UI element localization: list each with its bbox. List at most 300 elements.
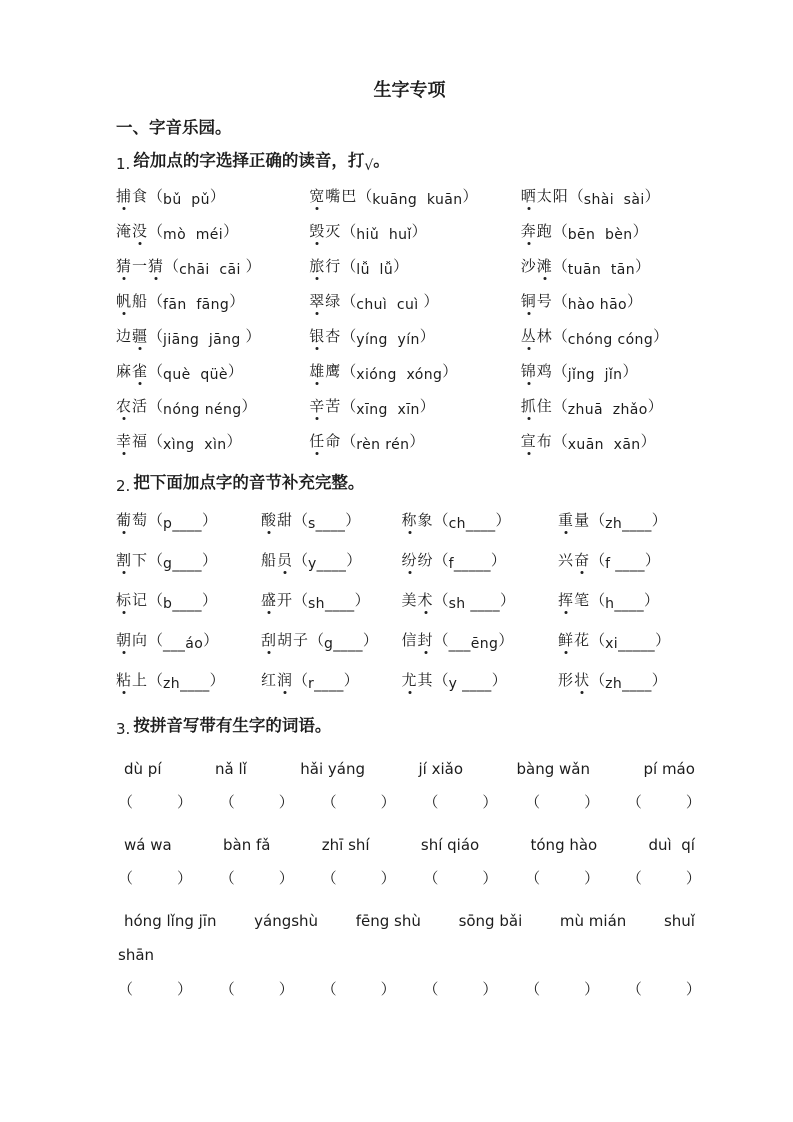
paren-open: （ [590,593,606,609]
paren-close: ） [354,593,370,609]
word-char: 状 [574,669,590,690]
word-item [521,220,703,241]
word-chinese [116,673,148,689]
word-char: 子 [292,633,309,649]
word-char: 笔 [574,593,591,609]
pinyin-row [116,760,703,778]
answer-blank [423,867,497,888]
paren-open: （ [148,673,164,689]
word-chinese [309,329,341,345]
word-chinese [116,189,148,205]
word-item [116,509,261,530]
pinyin-word: yángshù [254,912,319,930]
word-item [402,549,559,570]
word-item [309,430,520,451]
pinyin-word: hóng lǐng jīn [124,912,217,930]
word-item [116,629,261,650]
word-char: 幸 [116,430,132,451]
word-chinese [261,633,309,649]
answer-blank [423,978,497,999]
word-char: 阳 [552,189,569,205]
pinyin-options: bǔ pǔ [163,192,210,208]
question1-period: 。 [373,151,390,170]
paren-close: ） [644,189,660,205]
pinyin-options: f ____ [605,556,645,572]
word-chinese [558,513,590,529]
paren-open: （ [148,364,164,380]
pinyin-options: f_____ [448,556,491,572]
word-item [309,290,520,311]
paren-close: ） [647,399,663,415]
pinyin-options: y ____ [448,676,492,692]
word-char: 萄 [132,513,149,529]
pinyin-word: shí qiáo [420,836,480,854]
paren-close: ） [622,364,638,380]
pinyin-options: zhuā zhǎo [567,402,648,418]
pinyin-word: fēng shù [355,912,421,930]
word-item [558,509,703,530]
paren-open: （ [219,982,235,998]
word-item [116,290,309,311]
paren-close: ） [227,364,243,380]
word-char: 一 [132,259,149,275]
paren-open: （ [341,399,357,415]
pinyin-options: yíng yín [356,332,420,348]
paren-open: （ [433,593,449,609]
word-chinese [116,294,148,310]
paren-close: ） [203,633,219,649]
pinyin-options: hào hāo [567,297,628,313]
word-item [261,509,402,530]
word-chinese [116,593,148,609]
word-char: 术 [418,589,434,610]
word-chinese [309,294,341,310]
word-chinese [521,224,553,240]
pinyin-word: wá wa [124,836,172,854]
paren-open: （ [148,513,164,529]
section1-heading: 一、字音乐园。 [116,118,232,137]
word-chinese [261,673,293,689]
paren-close: ） [635,259,651,275]
pinyin-row [116,836,703,854]
word-char: 甜 [276,513,293,529]
paren-close: ） [201,593,217,609]
word-char: 开 [276,593,293,609]
paren-open: （ [148,434,164,450]
word-char: 盛 [261,589,277,610]
paren-close: ） [651,673,667,689]
word-char: 纷 [402,549,418,570]
answer-blanks-row [116,791,703,812]
paren-close: ） [627,294,643,310]
pinyin-options: zh____ [605,676,652,692]
paren-close: ） [653,329,669,345]
paren-open: （ [292,673,308,689]
word-chinese [558,553,590,569]
word-char: 封 [418,629,434,650]
word-char: 鲜 [558,629,574,650]
word-char: 疆 [132,325,148,346]
paren-open: （ [552,294,568,310]
answer-blank [627,791,701,812]
word-char: 下 [132,553,149,569]
paren-open: （ [341,364,357,380]
pinyin-options: g____ [324,636,363,652]
pinyin-word: jí xiǎo [418,760,464,778]
word-chinese [402,553,434,569]
word-chinese [261,513,293,529]
word-item [309,360,520,381]
word-char: 边 [116,329,133,345]
paren-open: （ [525,982,541,998]
word-char: 宽 [309,185,325,206]
paren-open: （ [525,871,541,887]
word-char: 滩 [537,255,553,276]
paren-open: （ [118,871,134,887]
pinyin-options: g____ [163,556,202,572]
pinyin-word: hǎi yáng [300,760,366,778]
paren-close: ） [201,553,217,569]
paren-open: （ [626,982,642,998]
word-chinese [309,189,357,205]
word-chinese [521,189,569,205]
question2-number: 2. [116,477,131,495]
paren-open: （ [118,795,134,811]
paren-close: ） [495,513,511,529]
word-char: 苦 [325,399,342,415]
answer-blank [525,791,599,812]
word-char: 晒 [521,185,537,206]
pinyin-options: sh ____ [448,596,500,612]
word-char: 鸡 [536,364,553,380]
word-char: 食 [132,189,149,205]
pinyin-options: lǚ lǚ [356,262,394,278]
paren-open: （ [148,553,164,569]
word-char: 麻 [116,364,133,380]
word-char: 福 [132,434,149,450]
paren-close: ） [241,399,257,415]
word-char: 尤 [402,669,418,690]
paren-open: （ [590,513,606,529]
pinyin-options: p____ [163,516,202,532]
pinyin-options: mò méi [163,227,224,243]
paren-open: （ [552,259,568,275]
question3-prompt [116,712,703,736]
check-mark: √ [364,158,374,174]
pinyin-options: hiǔ huǐ [356,227,412,243]
paren-open: （ [341,259,357,275]
pinyin-continuation [116,946,703,965]
pinyin-word: bàng wǎn [516,760,590,778]
word-item [402,509,559,530]
word-chinese [261,593,293,609]
word-item [116,255,309,276]
paren-close: ） [491,673,507,689]
question2-text: 把下面加点字的音节补充完整。 [133,473,365,492]
paren-close: ） [419,399,435,415]
paren-open: （ [626,795,642,811]
word-item [521,360,703,381]
paren-open: （ [357,189,373,205]
pinyin-options: xi_____ [605,636,656,652]
word-chinese [402,593,434,609]
word-char: 任 [309,430,325,451]
paren-close: ） [685,871,701,887]
paren-close: ） [393,259,409,275]
word-char: 捕 [116,185,132,206]
word-char: 巴 [341,189,358,205]
word-item [558,549,703,570]
question3-text: 按拼音写带有生字的词语。 [133,716,332,735]
word-char: 兴 [558,553,575,569]
word-chinese [261,553,293,569]
pinyin-word: mù mián [559,912,627,930]
word-item [261,549,402,570]
paren-open: （ [341,294,357,310]
word-item [116,589,261,610]
pinyin-options: jǐng jǐn [567,367,623,383]
word-chinese [521,259,553,275]
word-char: 船 [132,294,149,310]
pinyin-options: kuāng kuān [372,192,463,208]
paren-open: （ [552,399,568,415]
paren-open: （ [219,871,235,887]
pinyin-options: y____ [307,556,347,572]
paren-open: （ [292,593,308,609]
pinyin-options: ___áo [163,636,204,652]
paren-open: （ [568,189,584,205]
word-char: 象 [417,513,434,529]
answer-blank [118,791,192,812]
word-char: 锦 [521,360,537,381]
paren-open: （ [552,329,568,345]
paren-close: ） [245,259,261,275]
word-char: 布 [536,434,553,450]
paren-open: （ [433,673,449,689]
word-chinese [309,364,341,380]
paren-close: ） [651,513,667,529]
paren-open: （ [321,871,337,887]
paren-close: ） [685,982,701,998]
paren-close: ） [380,871,396,887]
word-chinese [116,434,148,450]
word-char: 量 [574,513,591,529]
paren-close: ） [423,294,439,310]
paren-close: ） [362,633,378,649]
word-char: 旅 [309,255,325,276]
paren-close: ） [201,513,217,529]
word-item [116,395,309,416]
pinyin-options: chāi cāi [179,262,246,278]
word-chinese [558,633,590,649]
paren-open: （ [341,329,357,345]
word-char: 红 [260,673,277,689]
paren-close: ） [223,224,239,240]
paren-close: ） [632,224,648,240]
word-item [521,325,703,346]
word-chinese [402,673,434,689]
paren-close: ） [584,982,600,998]
paren-close: ） [177,795,193,811]
word-char: 毁 [309,220,325,241]
paren-open: （ [292,553,308,569]
answer-blank [322,791,396,812]
answer-blank [525,978,599,999]
word-char: 朝 [116,629,132,650]
word-item [261,669,402,690]
word-char: 翠 [309,290,325,311]
word-chinese [309,259,341,275]
pinyin-options: fān fāng [163,297,230,313]
pinyin-options: sh____ [307,596,355,612]
paren-open: （ [341,224,357,240]
word-item [116,325,309,346]
word-char: 雀 [132,360,148,381]
paren-close: ） [644,553,660,569]
word-chinese [309,399,341,415]
paren-close: ） [419,329,435,345]
paren-close: ） [685,795,701,811]
pinyin-options: xióng xóng [356,367,443,383]
pinyin-options: tuān tān [567,262,635,278]
paren-open: （ [552,434,568,450]
word-char: 没 [132,220,148,241]
paren-close: ） [226,434,242,450]
question3-number: 3. [116,720,131,738]
paren-close: ） [380,795,396,811]
word-char: 沙 [520,259,537,275]
paren-close: ） [229,294,245,310]
paren-open: （ [433,553,449,569]
word-item [521,290,703,311]
word-item [261,589,402,610]
word-char: 银 [309,325,325,346]
pinyin-options: b____ [163,596,202,612]
paren-close: ） [482,871,498,887]
word-item [309,255,520,276]
paren-open: （ [292,513,308,529]
word-char: 丛 [521,325,537,346]
word-char: 葡 [116,509,132,530]
word-char: 重 [558,509,574,530]
word-item [309,325,520,346]
paren-open: （ [148,189,164,205]
word-char: 奋 [574,549,590,570]
paren-open: （ [148,399,164,415]
pinyin-options: zh____ [163,676,210,692]
paren-close: ） [462,189,478,205]
word-chinese [402,633,434,649]
word-chinese [309,224,341,240]
paren-open: （ [590,673,606,689]
answer-blank [220,867,294,888]
word-chinese [521,434,553,450]
word-chinese [116,329,148,345]
paren-close: ） [482,982,498,998]
paren-close: ） [482,795,498,811]
pinyin-word: nǎ lǐ [214,760,247,778]
word-char: 酸 [261,509,277,530]
pinyin-word: tóng hào [530,836,598,854]
page-title: 生字专项 [373,80,446,100]
word-chinese [116,259,164,275]
word-char: 命 [325,434,342,450]
word-char: 员 [277,549,293,570]
paren-close: ） [411,224,427,240]
word-char: 记 [132,593,149,609]
word-chinese [116,633,148,649]
pinyin-word: shān [118,946,155,964]
question1-number: 1. [116,155,131,173]
pinyin-options: s____ [307,516,346,532]
word-char: 杏 [325,329,342,345]
answer-blanks-row [116,978,703,999]
word-item [402,669,559,690]
word-item [402,589,559,610]
word-char: 抓 [521,395,537,416]
paren-open: （ [148,593,164,609]
word-char: 帆 [116,290,132,311]
paren-close: ） [345,513,361,529]
pinyin-options: shài sài [583,192,645,208]
word-char: 向 [132,633,149,649]
answer-blank [525,867,599,888]
word-item [116,669,261,690]
question1-text: 给加点的字选择正确的读音，打 [133,151,365,170]
word-char: 润 [277,669,293,690]
paren-open: （ [552,364,568,380]
word-chinese [402,513,434,529]
word-char: 纷 [417,553,434,569]
paren-open: （ [148,633,164,649]
paren-open: （ [341,434,357,450]
answer-blank [322,867,396,888]
paren-open: （ [118,982,134,998]
pinyin-options: ch____ [448,516,496,532]
paren-close: ） [655,633,671,649]
pinyin-options: chuì cuì [356,297,424,313]
pinyin-word: bàn fǎ [223,836,271,854]
word-item [309,185,520,206]
answer-blanks-row [116,867,703,888]
paren-close: ） [380,982,396,998]
word-char: 刮 [261,629,277,650]
word-char: 美 [401,593,418,609]
paren-open: （ [590,553,606,569]
word-item [558,629,703,650]
answer-blank [627,867,701,888]
word-char: 奔 [521,220,537,241]
paren-open: （ [423,982,439,998]
pinyin-options: zh____ [605,516,652,532]
question1-prompt [116,147,703,174]
word-chinese [116,399,148,415]
word-char: 辛 [309,395,325,416]
word-item [521,395,703,416]
pinyin-word: sōng bǎi [458,912,523,930]
paren-open: （ [552,224,568,240]
paren-open: （ [321,795,337,811]
word-char: 淹 [116,224,133,240]
word-char: 雄 [309,360,325,381]
word-item [521,255,703,276]
paren-close: ） [442,364,458,380]
answer-blank [423,791,497,812]
answer-blank [118,867,192,888]
pinyin-options: bēn bèn [567,227,633,243]
answer-blank [627,978,701,999]
word-char: 林 [536,329,553,345]
